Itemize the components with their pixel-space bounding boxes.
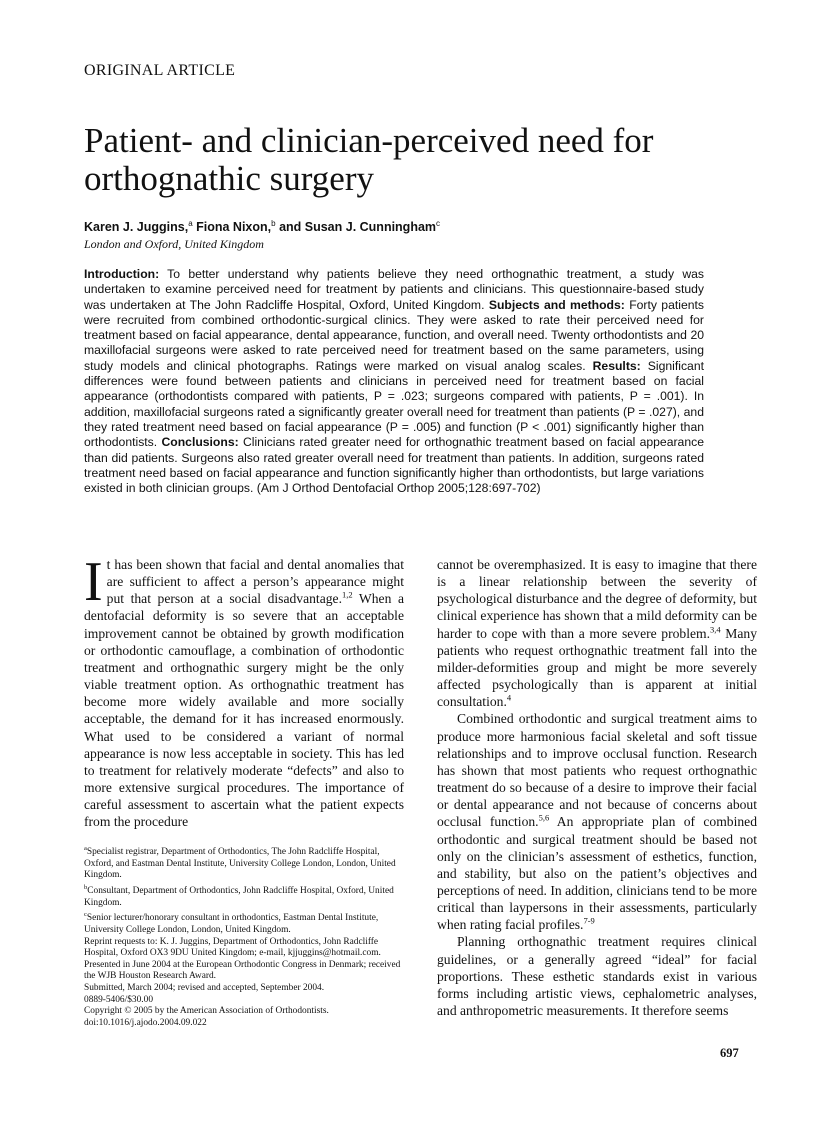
abstract-heading-introduction: Introduction: [84, 267, 160, 281]
abstract [84, 267, 704, 496]
reference-citation: 3,4 [710, 624, 721, 635]
footnote-submitted: Submitted, March 2004; revised and accepted, September 2004. [84, 982, 325, 993]
author-affiliation-mark: c [436, 219, 441, 228]
section-label: ORIGINAL ARTICLE [84, 62, 236, 79]
author-affiliation-mark: b [271, 219, 276, 228]
abstract-text: Significant differences were found between patients and clinicians in perceived need for treatment based on facial appearance (orthodontists compared with patients, P = .023; surgeons compared with patients, P = .001). In addition, maxillofacial surgeons rated a significantly greater overall need for treatment than patients (P = .027), and they rated treatment need based on facial appearance (P = .005) and function (P < .001) significantly higher than orthodontists. [84, 358, 704, 450]
footnote-mark: c [84, 911, 87, 919]
footnote-doi: doi:10.1016/j.ajodo.2004.09.022 [84, 1017, 207, 1028]
article-title: Patient- and clinician-perceived need for orthognathic surgery [84, 121, 654, 198]
footnotes [84, 843, 406, 1029]
body-text: Many patients who request orthognathic treatment fall into the milder-deformities group and might be more severely affected psychologically than is apparent at initial consultation. [437, 625, 757, 710]
reference-citation: 5,6 [538, 812, 550, 823]
body-text: Combined orthodontic and surgical treatment aims to produce more harmonious facial skeletal and soft tissue relationships and to improve occlusal function. Research has shown that most patients who request orthognathic treatment do so because of a desire to improve their facial or dental appearance and not because of concerns about occlusal function. [437, 711, 757, 830]
body-paragraph [84, 551, 404, 831]
footnote-text: Specialist registrar, Department of Orthodontics, The John Radcliffe Hospital, Oxford, and Eastman Dental Institute, University College London, London, United Kingdom. [84, 847, 396, 881]
footnote-reprint: Reprint requests to: K. J. Juggins, Department of Orthodontics, John Radcliffe Hospital, Oxford OX3 9DU United Kingdom; e-mail, kjjuggins@hotmail.com. [84, 936, 381, 959]
body-text: cannot be overemphasized. It is easy to imagine that there is a linear relationship between the severity of psychological disturbance and the degree of deformity, but clinical experience has shown that a mild deformity can be harder to cope with than a more severe problem. [437, 557, 757, 641]
footnote-affiliation-a [84, 843, 406, 882]
footnote-presented: Presented in June 2004 at the European Orthodontic Congress in Denmark; received the WJB Houston Research Award. [84, 959, 401, 982]
footnote-text: Consultant, Department of Orthodontics, John Radcliffe Hospital, Oxford, United Kingdom. [84, 886, 394, 908]
author-affiliation-mark: a [188, 219, 193, 228]
footnote-affiliation-c [84, 909, 406, 936]
body-text: t has been shown that facial and dental anomalies that are sufficient to affect a person’s appearance might put that person at a social disadvantage. [106, 557, 404, 607]
body-text: An appropriate plan of combined orthodontic and surgical treatment should be based not only on the clinician’s assessment of esthetics, function, and stability, but also on the patient’s objectives and perceptions of need. In addition, clinicians tend to be more critical than laypersons in their assessments, particularly when rating facial profiles. [437, 814, 757, 933]
footnote-mark: a [84, 845, 87, 852]
drop-cap: I [84, 551, 103, 613]
reference-citation: 1,2 [341, 589, 353, 600]
footnote-issn: 0889-5406/$30.00 [84, 994, 154, 1005]
body-paragraph [437, 710, 757, 933]
abstract-heading-conclusions: Conclusions: [161, 435, 239, 450]
abstract-text: To better understand why patients believe they need orthognathic treatment, a study was undertaken to examine perceived need for treatment by patients and clinicians. This questionnaire-based study was undertaken at The John Radcliffe Hospital, Oxford, United Kingdom. [84, 267, 704, 312]
abstract-heading-methods: Subjects and methods: [488, 297, 625, 312]
author-name: Karen J. Juggins, [84, 220, 189, 235]
author-name: Fiona Nixon, [192, 220, 272, 235]
body-column-right [437, 556, 757, 1019]
body-text: When a dentofacial deformity is so severe that an acceptable improvement cannot be obtained by growth modification or orthodontic camouflage, a combination of orthodontic treatment and orthognathic surgery might be the only viable treatment option. As orthognathic treatment has become more widely available and more socially acceptable, the demand for it has increased enormously. What used to be considered a variant of normal appearance is now less acceptable in society. This has led to treatment for relatively moderate “defects” and also to more extensive surgical procedures. The importance of careful assessment to ascertain what the patient expects from the procedure [84, 591, 404, 830]
footnote-text: Senior lecturer/honorary consultant in orthodontics, Eastman Dental Institute, University College London, London, United Kingdom. [84, 913, 379, 935]
footnote-copyright: Copyright © 2005 by the American Association of Orthodontists. [84, 1006, 329, 1017]
footnote-affiliation-b [84, 882, 406, 909]
abstract-text: Clinicians rated greater need for orthognathic treatment based on facial appearance than did patients. Surgeons also rated greater overall need for treatment than patients. In addition, surgeons rated treatment need based on facial appearance and function significantly higher than orthodontists, but large variations existed in both clinician groups. (Am J Orthod Dentofacial Orthop 2005;128:697-702) [84, 435, 704, 496]
reference-citation: 7-9 [583, 915, 595, 926]
body-column-left [84, 551, 404, 831]
footnote-mark: b [84, 883, 88, 891]
author-name: and Susan J. Cunningham [275, 220, 437, 235]
author-list [84, 219, 440, 234]
page-number: 697 [720, 1046, 739, 1060]
reference-citation: 4 [506, 692, 512, 703]
body-paragraph: Planning orthognathic treatment requires clinical guidelines, or a generally agreed “ideal” for facial proportions. These esthetic standards exist in various forms including artistic views, cephalometric analyses, and anthropometric measurements. It therefore seems [437, 934, 757, 1019]
author-location: London and Oxford, United Kingdom [84, 237, 264, 251]
abstract-heading-results: Results: [592, 358, 641, 373]
body-paragraph [437, 556, 757, 710]
abstract-text: Forty patients were recruited from combined orthodontic-surgical clinics. They were asked to rate their perceived need for treatment based on facial appearance, dental appearance, function, and overall need. Twenty orthodontists and 20 maxillofacial surgeons were asked to rate perceived need for treatment based on the same parameters, using study models and clinical photographs. Ratings were marked on visual analog scales. [84, 297, 704, 373]
